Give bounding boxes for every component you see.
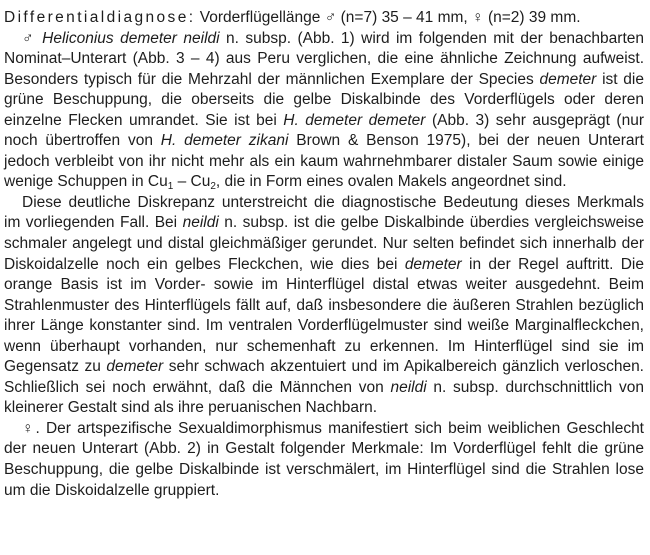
text-run: n. subsp. (Abb. 1) wird im folgenden mit der benachbarten Nominat–Unterart (Abb. 3 – 4) aus Peru verglichen, die eine ähnliche Zeichnung aufweist. Besonders typisch für die Mehrzahl der männlichen Exemplare der Species — [4, 29, 644, 88]
male-symbol: ♂ — [22, 29, 36, 47]
text-run: sehr schwach akzentuiert und im Apikalbereich gänzlich verloschen. Schließlich sei noch erwähnt, daß die Männchen von — [4, 358, 644, 396]
male-symbol: ♂ — [324, 9, 337, 26]
subscript: 1 — [167, 181, 174, 193]
text-run: . Der artspezifische Sexualdimorphismus manifestiert sich beim weiblichen Geschlecht der neuen Unterart (Abb. 2) in Gestalt folgender Merkmale: Im Vorderflügel fehlt die grüne Beschuppung, die gelbe Diskalbinde ist verschmälert, im Hinterflügel sind die Strahlen lose um die Diskoidalzelle gruppiert. — [4, 419, 644, 499]
discrepancy-paragraph — [4, 193, 644, 419]
taxon-name: H. demeter demeter — [283, 111, 426, 129]
text-run: , die in Form eines ovalen Makels angeordnet sind. — [215, 173, 567, 191]
paper-page — [4, 8, 644, 501]
taxon-name: H. demeter zikani — [160, 132, 289, 150]
taxon-name: neildi — [390, 378, 427, 396]
text-run: (n=7) 35 – 41 mm, — [340, 9, 473, 26]
text-run: – Cu — [173, 173, 211, 191]
male-description-paragraph — [4, 29, 644, 193]
text-run: Brown & Benson 1975), bei der neuen Unterart jedoch verbleibt von ihr nicht mehr als ein kaum wahrnehmbarer distaler Saum sowie einige wenige Schuppen in Cu — [4, 132, 644, 191]
text-run: (n=2) 39 mm. — [483, 9, 581, 26]
taxon-name: Heliconius demeter neildi — [35, 29, 220, 47]
differential-diagnosis-paragraph — [4, 8, 644, 29]
text-run: (Abb. 3) sehr ausgeprägt (nur noch übertroffen von — [4, 111, 644, 150]
text-run: in der Regel auftritt. Die orange Basis ist im Vorder- sowie im Hinterflügel distal etwas weiter ausgedehnt. Beim Strahlenmuster des Hinterflügels fällt auf, daß insbesondere die äußeren Strahlen bezüglich ihrer Länge konstanter sind. Im ventralen Vorderflügelmuster sind weiße Marginalfleckchen, wenn überhaupt vorhanden, nur schemenhaft zu erkennen. Im Hinterflügel sind sie im Gegensatz zu — [4, 255, 644, 376]
female-symbol: ♀ — [472, 9, 484, 26]
subscript: 2 — [210, 181, 216, 193]
text-run: Vorderflügellänge — [195, 9, 325, 26]
text-run: ist die grüne Beschuppung, die oberseits die gelbe Diskalbinde des Vorderflügels oder deren einzelne Flecken umrandet. Sie ist bei — [4, 70, 644, 129]
female-description-paragraph — [4, 419, 644, 501]
taxon-name: neildi — [182, 214, 219, 232]
text-run: Diese deutliche Diskrepanz unterstreicht die diagnostische Bedeutung dieses Merkmals im vorliegenden Fall. Bei — [4, 193, 644, 232]
taxon-name: demeter — [106, 358, 164, 376]
text-run: n. subsp. ist die gelbe Diskalbinde überdies vergleichsweise schmaler angelegt und distal gleichmäßiger gerundet. Nur selten befindet sich innerhalb der Diskoidalzelle noch ein gelbes Fleckchen, wie dies bei — [4, 214, 645, 273]
female-symbol: ♀ — [22, 419, 36, 437]
taxon-name: demeter — [539, 70, 597, 88]
taxon-name: demeter — [404, 255, 462, 273]
section-label: Differentialdiagnose: — [4, 9, 196, 26]
text-run: n. subsp. durchschnittlich von kleinerer Gestalt sind als ihre peruanischen Nachbarn. — [4, 378, 644, 417]
